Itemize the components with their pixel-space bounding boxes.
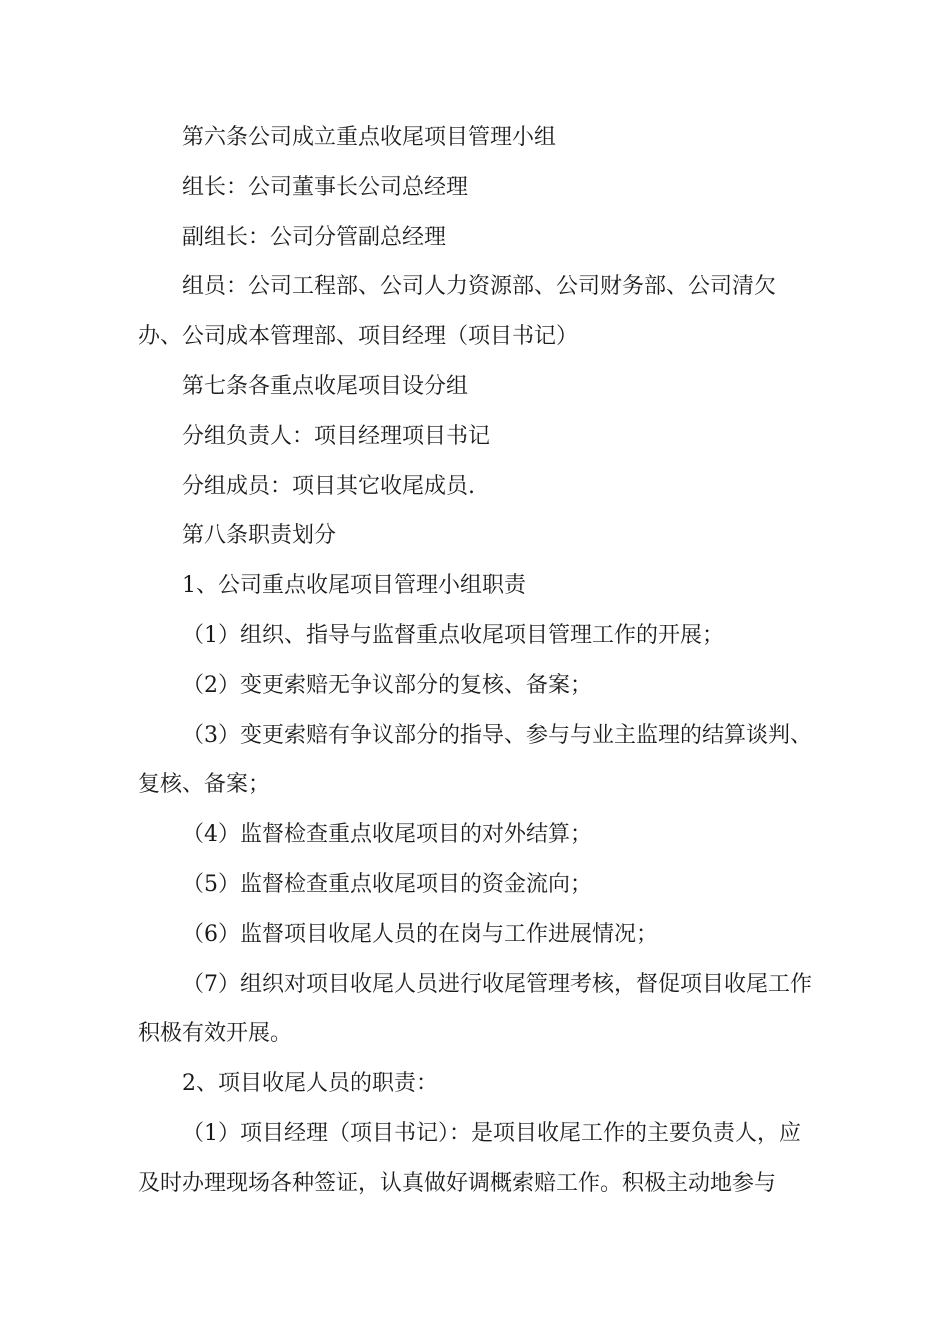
paragraph-section-1: 1、公司重点收尾项目管理小组职责 xyxy=(182,573,526,599)
paragraph-item-1-6: （6）监督项目收尾人员的在岗与工作进展情况； xyxy=(182,921,658,947)
paragraph-article-6: 第六条公司成立重点收尾项目管理小组 xyxy=(182,125,557,150)
paragraph-subgroup-leader: 分组负责人：项目经理项目书记 xyxy=(182,423,491,449)
paragraph-subgroup-members: 分组成员：项目其它收尾成员. xyxy=(182,473,475,499)
paragraph-item-1-7: （7）组织对项目收尾人员进行收尾管理考核，督促项目收尾工作积极有效开展。 xyxy=(138,971,812,1047)
paragraph-article-8: 第八条职责划分 xyxy=(182,523,337,549)
paragraph-item-2-1: （1）项目经理（项目书记）：是项目收尾工作的主要负责人，应及时办理现场各种签证，认真做好调概索赔工作。积极主动地参与 xyxy=(138,1120,801,1196)
paragraph-item-1-2: （2）变更索赔无争议部分的复核、备案； xyxy=(182,672,592,698)
paragraph-item-1-4: （4）监督检查重点收尾项目的对外结算； xyxy=(182,822,592,848)
paragraph-item-1-3: （3）变更索赔有争议部分的指导、参与与业主监理的结算谈判、复核、备案； xyxy=(138,722,812,798)
paragraph-section-2: 2、项目收尾人员的职责： xyxy=(182,1071,438,1097)
document-body xyxy=(138,113,818,1209)
paragraph-deputy-leader: 副组长：公司分管副总经理 xyxy=(182,224,447,250)
paragraph-group-members: 组员：公司工程部、公司人力资源部、公司财务部、公司清欠办、公司成本管理部、项目经理（项目书记） xyxy=(138,274,777,350)
paragraph-group-leader: 组长：公司董事长公司总经理 xyxy=(182,174,469,200)
paragraph-item-1-1: （1）组织、指导与监督重点收尾项目管理工作的开展； xyxy=(182,622,724,648)
paragraph-article-7: 第七条各重点收尾项目设分组 xyxy=(182,373,469,399)
paragraph-item-1-5: （5）监督检查重点收尾项目的资金流向； xyxy=(182,871,592,897)
